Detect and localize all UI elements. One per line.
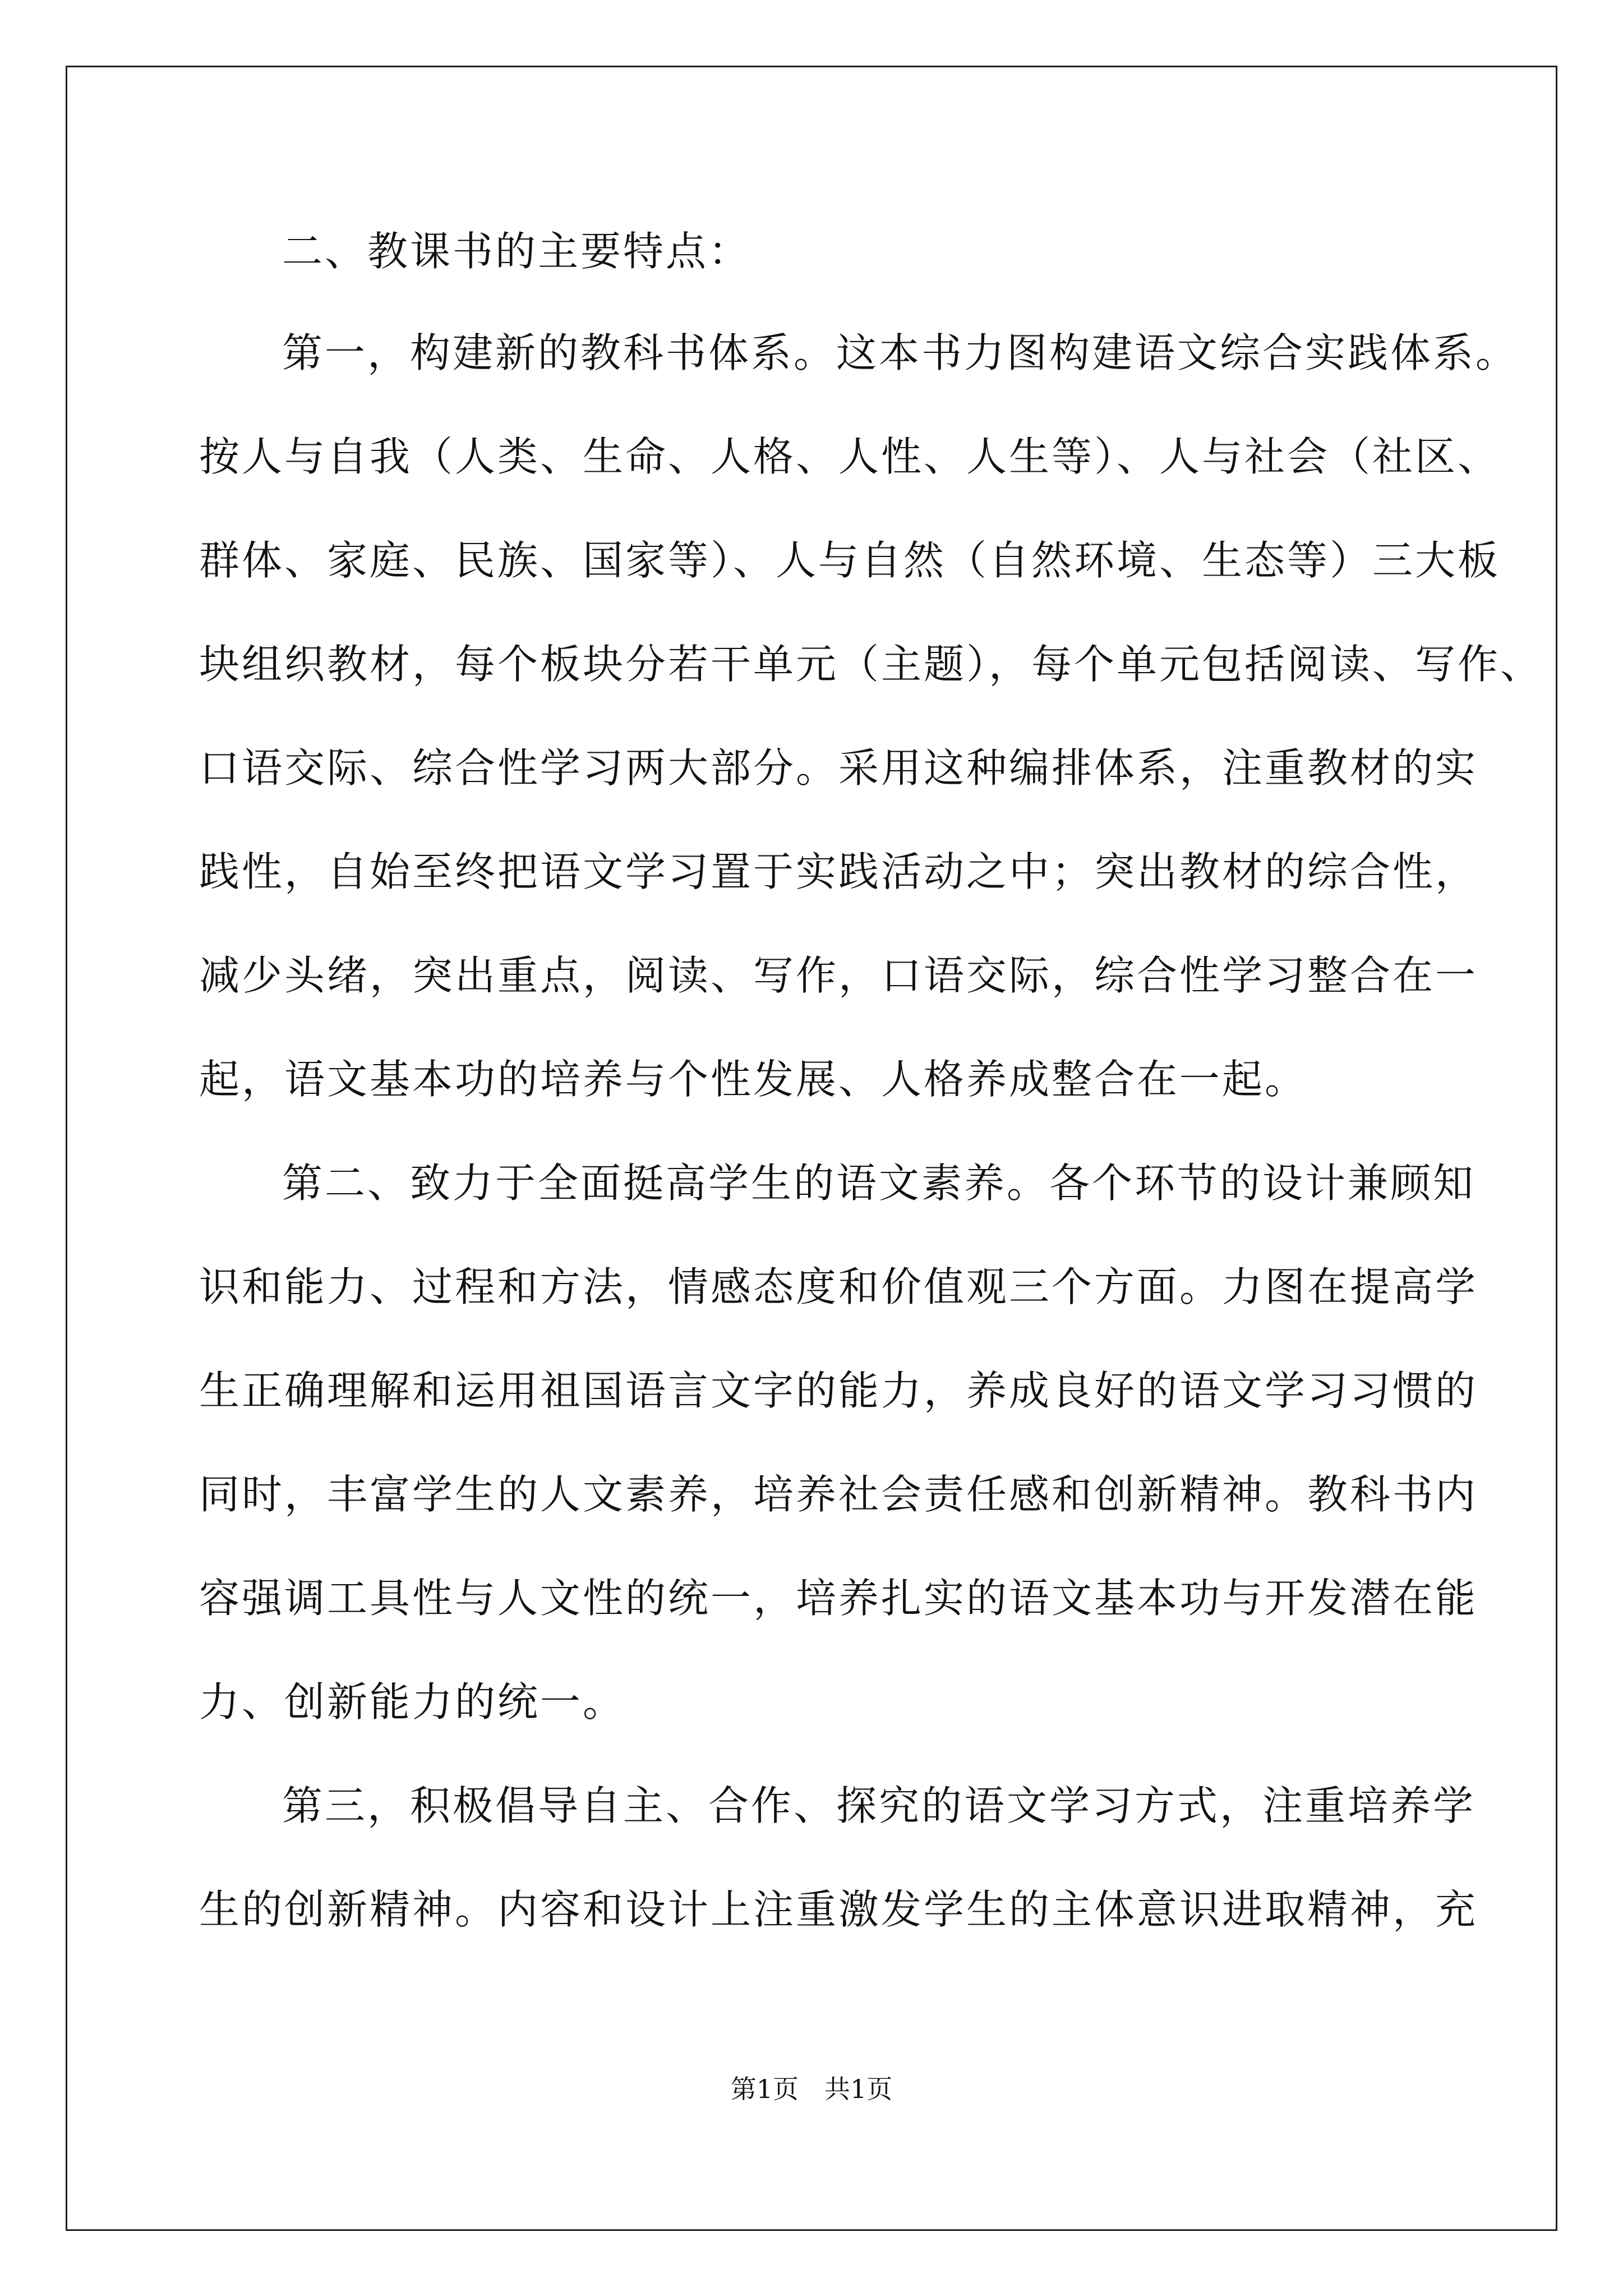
paragraph-line: 按人与自我（人类、生命、人格、人性、人生等）、人与社会（社区、 bbox=[199, 433, 1501, 480]
paragraph-line: 践性，自始至终把语文学习置于实践活动之中；突出教材的综合性， bbox=[199, 848, 1478, 895]
paragraph-line: 生正确理解和运用祖国语言文字的能力，养成良好的语文学习习惯的 bbox=[199, 1367, 1478, 1414]
paragraph-line: 第三，积极倡导自主、合作、探究的语文学习方式，注重培养学 bbox=[282, 1782, 1476, 1829]
page-number-footer: 第1页 共1页 bbox=[730, 2074, 893, 2104]
paragraph-line: 口语交际、综合性学习两大部分。采用这种编排体系，注重教材的实 bbox=[199, 744, 1478, 792]
paragraph-line: 容强调工具性与人文性的统一，培养扎实的语文基本功与开发潜在能 bbox=[199, 1575, 1478, 1622]
paragraph-line: 识和能力、过程和方法，情感态度和价值观三个方面。力图在提高学 bbox=[199, 1263, 1478, 1310]
paragraph-line: 群体、家庭、民族、国家等）、人与自然（自然环境、生态等）三大板 bbox=[199, 537, 1501, 584]
paragraph-line: 第一，构建新的教科书体系。这本书力图构建语文综合实践体系。 bbox=[282, 329, 1519, 376]
paragraph-line: 块组织教材，每个板块分若干单元（主题），每个单元包括阅读、写作、 bbox=[199, 641, 1543, 688]
paragraph-line: 生的创新精神。内容和设计上注重激发学生的主体意识进取精神，充 bbox=[199, 1886, 1478, 1933]
paragraph-line: 力、创新能力的统一。 bbox=[199, 1678, 626, 1726]
section-heading: 二、教课书的主要特点： bbox=[282, 228, 751, 275]
paragraph-line: 第二、致力于全面挺高学生的语文素养。各个环节的设计兼顾知 bbox=[282, 1159, 1476, 1207]
paragraph-line: 起，语文基本功的培养与个性发展、人格养成整合在一起。 bbox=[199, 1056, 1308, 1103]
paragraph-line: 同时，丰富学生的人文素养，培养社会责任感和创新精神。教科书内 bbox=[199, 1471, 1478, 1518]
paragraph-line: 减少头绪，突出重点，阅读、写作，口语交际，综合性学习整合在一 bbox=[199, 952, 1478, 999]
